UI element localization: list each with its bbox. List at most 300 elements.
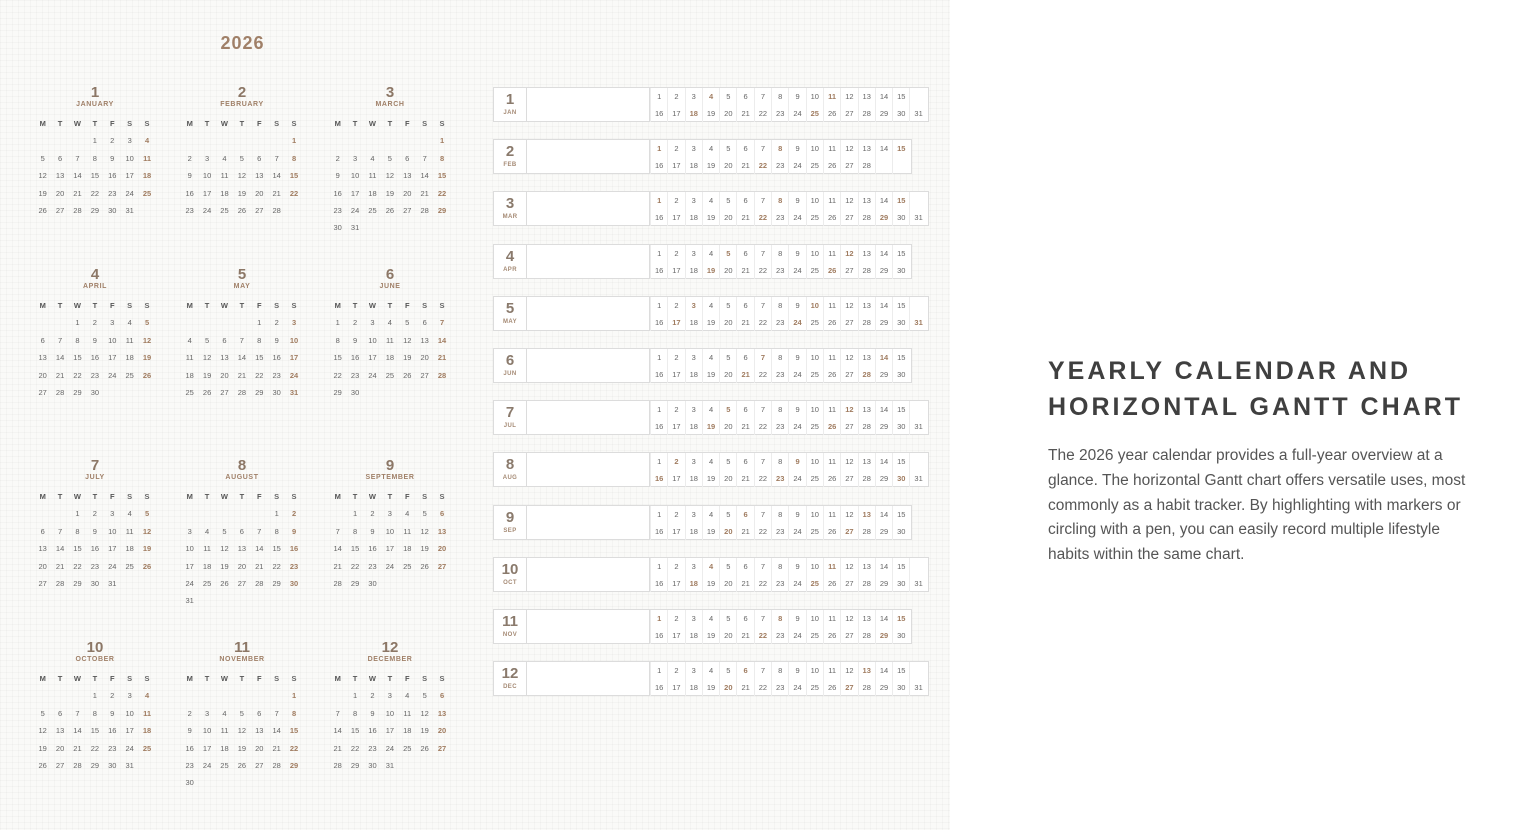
gantt-day-cell[interactable]: 24 xyxy=(788,627,805,644)
gantt-day-cell[interactable]: 6 xyxy=(736,88,753,105)
gantt-day-cell[interactable]: 5 xyxy=(719,662,736,679)
gantt-day-cell[interactable]: 24 xyxy=(788,105,805,122)
gantt-day-cell[interactable]: 22 xyxy=(754,105,771,122)
gantt-day-cell[interactable]: 9 xyxy=(788,506,805,523)
gantt-day-cell[interactable]: 2 xyxy=(667,192,684,209)
gantt-day-cell[interactable]: 25 xyxy=(806,209,823,226)
gantt-day-cell[interactable]: 2 xyxy=(667,453,684,470)
gantt-day-cell[interactable]: 25 xyxy=(806,575,823,592)
gantt-day-cell[interactable]: 11 xyxy=(823,662,840,679)
gantt-day-cell[interactable]: 12 xyxy=(840,349,857,366)
gantt-day-cell[interactable]: 4 xyxy=(702,662,719,679)
gantt-habit-name-field[interactable] xyxy=(527,452,650,487)
gantt-day-cell[interactable]: 3 xyxy=(685,349,702,366)
gantt-day-cell[interactable]: 11 xyxy=(823,401,840,418)
gantt-day-cell[interactable]: 29 xyxy=(875,523,892,540)
gantt-day-cell[interactable]: 13 xyxy=(858,88,875,105)
gantt-day-cell[interactable]: 27 xyxy=(840,470,857,487)
gantt-day-cell[interactable]: 30 xyxy=(892,105,909,122)
gantt-day-cell[interactable]: 13 xyxy=(858,192,875,209)
gantt-day-cell[interactable]: 14 xyxy=(875,349,892,366)
gantt-day-cell[interactable]: 22 xyxy=(754,627,771,644)
gantt-day-cell[interactable]: 29 xyxy=(875,262,892,279)
gantt-day-cell[interactable]: 13 xyxy=(858,245,875,262)
gantt-day-cell[interactable]: 23 xyxy=(771,627,788,644)
gantt-day-cell[interactable]: 10 xyxy=(806,610,823,627)
gantt-day-cell[interactable]: 22 xyxy=(754,523,771,540)
gantt-day-cell[interactable]: 9 xyxy=(788,453,805,470)
gantt-day-cell[interactable]: 26 xyxy=(823,314,840,331)
gantt-day-cell[interactable]: 30 xyxy=(892,470,909,487)
gantt-day-cell[interactable]: 15 xyxy=(892,192,909,209)
gantt-day-cell[interactable]: 29 xyxy=(875,679,892,696)
gantt-day-cell[interactable]: 3 xyxy=(685,453,702,470)
gantt-day-cell[interactable]: 12 xyxy=(840,140,857,157)
gantt-day-cell[interactable]: 28 xyxy=(858,157,875,174)
gantt-day-cell[interactable]: 24 xyxy=(788,418,805,435)
gantt-day-cell[interactable]: 20 xyxy=(719,575,736,592)
gantt-day-cell[interactable]: 9 xyxy=(788,192,805,209)
gantt-day-cell[interactable]: 22 xyxy=(754,262,771,279)
gantt-day-cell[interactable]: 19 xyxy=(702,157,719,174)
gantt-day-cell[interactable]: 12 xyxy=(840,506,857,523)
gantt-day-cell[interactable]: 22 xyxy=(754,209,771,226)
gantt-day-cell[interactable]: 7 xyxy=(754,140,771,157)
gantt-day-cell[interactable]: 24 xyxy=(788,470,805,487)
gantt-day-cell[interactable]: 4 xyxy=(702,506,719,523)
gantt-day-cell[interactable]: 23 xyxy=(771,314,788,331)
gantt-day-cell[interactable]: 27 xyxy=(840,105,857,122)
gantt-day-cell[interactable]: 5 xyxy=(719,349,736,366)
gantt-day-cell[interactable]: 31 xyxy=(909,314,926,331)
gantt-day-cell[interactable]: 18 xyxy=(685,575,702,592)
gantt-day-cell[interactable]: 30 xyxy=(892,627,909,644)
gantt-day-cell[interactable]: 14 xyxy=(875,88,892,105)
gantt-day-cell[interactable]: 23 xyxy=(771,366,788,383)
gantt-day-cell[interactable]: 7 xyxy=(754,401,771,418)
gantt-day-cell[interactable]: 31 xyxy=(909,679,926,696)
gantt-day-cell[interactable]: 5 xyxy=(719,192,736,209)
gantt-day-cell[interactable]: 26 xyxy=(823,105,840,122)
gantt-day-cell[interactable]: 25 xyxy=(806,366,823,383)
gantt-day-cell[interactable]: 6 xyxy=(736,453,753,470)
gantt-day-cell[interactable]: 5 xyxy=(719,610,736,627)
gantt-day-cell[interactable]: 20 xyxy=(719,523,736,540)
gantt-day-cell[interactable]: 8 xyxy=(771,662,788,679)
gantt-day-cell[interactable]: 11 xyxy=(823,192,840,209)
gantt-day-cell[interactable]: 26 xyxy=(823,157,840,174)
gantt-day-cell[interactable]: 18 xyxy=(685,105,702,122)
gantt-day-cell[interactable]: 20 xyxy=(719,679,736,696)
gantt-day-cell[interactable]: 11 xyxy=(823,88,840,105)
gantt-day-cell[interactable]: 29 xyxy=(875,105,892,122)
gantt-day-cell[interactable]: 14 xyxy=(875,401,892,418)
gantt-day-cell[interactable]: 17 xyxy=(667,470,684,487)
gantt-day-cell[interactable]: 3 xyxy=(685,662,702,679)
gantt-day-cell[interactable]: 1 xyxy=(650,558,667,575)
gantt-day-cell[interactable]: 9 xyxy=(788,662,805,679)
gantt-day-cell[interactable]: 16 xyxy=(650,470,667,487)
gantt-day-cell[interactable]: 17 xyxy=(667,523,684,540)
gantt-day-cell[interactable]: 6 xyxy=(736,192,753,209)
gantt-habit-name-field[interactable] xyxy=(527,139,650,174)
gantt-day-cell[interactable]: 12 xyxy=(840,401,857,418)
gantt-day-cell[interactable]: 1 xyxy=(650,662,667,679)
gantt-day-cell[interactable]: 3 xyxy=(685,192,702,209)
gantt-day-cell[interactable]: 25 xyxy=(806,157,823,174)
gantt-day-cell[interactable]: 4 xyxy=(702,558,719,575)
gantt-day-cell[interactable]: 19 xyxy=(702,523,719,540)
gantt-day-cell[interactable]: 12 xyxy=(840,662,857,679)
gantt-day-cell[interactable]: 6 xyxy=(736,297,753,314)
gantt-day-cell[interactable]: 7 xyxy=(754,558,771,575)
gantt-day-cell[interactable]: 27 xyxy=(840,314,857,331)
gantt-day-cell[interactable]: 26 xyxy=(823,575,840,592)
gantt-day-cell[interactable]: 19 xyxy=(702,366,719,383)
gantt-day-cell[interactable]: 20 xyxy=(719,627,736,644)
gantt-day-cell[interactable]: 20 xyxy=(719,262,736,279)
gantt-day-cell[interactable]: 8 xyxy=(771,610,788,627)
gantt-day-cell[interactable]: 26 xyxy=(823,470,840,487)
gantt-day-cell[interactable]: 24 xyxy=(788,575,805,592)
gantt-day-cell[interactable]: 17 xyxy=(667,105,684,122)
gantt-habit-name-field[interactable] xyxy=(527,609,650,644)
gantt-day-cell[interactable]: 23 xyxy=(771,209,788,226)
gantt-day-cell[interactable]: 21 xyxy=(736,627,753,644)
gantt-day-cell[interactable]: 8 xyxy=(771,140,788,157)
gantt-day-cell[interactable]: 16 xyxy=(650,679,667,696)
gantt-day-cell[interactable]: 13 xyxy=(858,610,875,627)
gantt-day-cell[interactable]: 29 xyxy=(875,627,892,644)
gantt-day-cell[interactable]: 27 xyxy=(840,262,857,279)
gantt-day-cell[interactable]: 16 xyxy=(650,627,667,644)
gantt-day-cell[interactable]: 10 xyxy=(806,245,823,262)
gantt-day-cell[interactable]: 31 xyxy=(909,105,926,122)
gantt-day-cell[interactable]: 8 xyxy=(771,453,788,470)
gantt-day-cell[interactable]: 26 xyxy=(823,262,840,279)
gantt-day-cell[interactable]: 15 xyxy=(892,662,909,679)
gantt-day-cell[interactable]: 12 xyxy=(840,192,857,209)
gantt-day-cell[interactable]: 24 xyxy=(788,157,805,174)
gantt-day-cell[interactable]: 24 xyxy=(788,262,805,279)
gantt-day-cell[interactable]: 19 xyxy=(702,314,719,331)
gantt-day-cell[interactable]: 4 xyxy=(702,349,719,366)
gantt-day-cell[interactable]: 20 xyxy=(719,470,736,487)
gantt-day-cell[interactable]: 20 xyxy=(719,366,736,383)
gantt-day-cell[interactable]: 27 xyxy=(840,209,857,226)
gantt-day-cell[interactable]: 5 xyxy=(719,453,736,470)
gantt-day-cell[interactable]: 5 xyxy=(719,140,736,157)
gantt-day-cell[interactable]: 8 xyxy=(771,506,788,523)
gantt-day-cell[interactable]: 21 xyxy=(736,679,753,696)
gantt-day-cell[interactable]: 16 xyxy=(650,314,667,331)
gantt-day-cell[interactable]: 17 xyxy=(667,366,684,383)
gantt-day-cell[interactable]: 1 xyxy=(650,140,667,157)
gantt-day-cell[interactable]: 11 xyxy=(823,558,840,575)
gantt-day-cell[interactable]: 4 xyxy=(702,401,719,418)
gantt-day-cell[interactable]: 2 xyxy=(667,349,684,366)
gantt-day-cell[interactable]: 3 xyxy=(685,506,702,523)
gantt-day-cell[interactable]: 22 xyxy=(754,575,771,592)
gantt-day-cell[interactable]: 26 xyxy=(823,418,840,435)
gantt-day-cell[interactable]: 6 xyxy=(736,662,753,679)
gantt-day-cell[interactable]: 11 xyxy=(823,297,840,314)
gantt-day-cell[interactable]: 14 xyxy=(875,662,892,679)
gantt-day-cell[interactable]: 2 xyxy=(667,297,684,314)
gantt-day-cell[interactable]: 8 xyxy=(771,245,788,262)
gantt-day-cell[interactable]: 18 xyxy=(685,523,702,540)
gantt-day-cell[interactable]: 15 xyxy=(892,88,909,105)
gantt-day-cell[interactable]: 14 xyxy=(875,610,892,627)
gantt-day-cell[interactable]: 11 xyxy=(823,349,840,366)
gantt-day-cell[interactable]: 6 xyxy=(736,401,753,418)
gantt-day-cell[interactable]: 15 xyxy=(892,401,909,418)
gantt-day-cell[interactable]: 15 xyxy=(892,349,909,366)
gantt-day-cell[interactable]: 11 xyxy=(823,610,840,627)
gantt-day-cell[interactable]: 17 xyxy=(667,209,684,226)
gantt-day-cell[interactable]: 9 xyxy=(788,558,805,575)
gantt-day-cell[interactable]: 14 xyxy=(875,453,892,470)
gantt-day-cell[interactable]: 9 xyxy=(788,610,805,627)
gantt-day-cell[interactable]: 22 xyxy=(754,366,771,383)
gantt-day-cell[interactable]: 25 xyxy=(806,627,823,644)
gantt-day-cell[interactable]: 30 xyxy=(892,314,909,331)
gantt-day-cell[interactable]: 2 xyxy=(667,88,684,105)
gantt-day-cell[interactable]: 21 xyxy=(736,157,753,174)
gantt-day-cell[interactable]: 26 xyxy=(823,209,840,226)
gantt-day-cell[interactable]: 18 xyxy=(685,262,702,279)
gantt-day-cell[interactable]: 28 xyxy=(858,627,875,644)
gantt-day-cell[interactable]: 19 xyxy=(702,575,719,592)
gantt-day-cell[interactable]: 14 xyxy=(875,558,892,575)
gantt-day-cell[interactable]: 7 xyxy=(754,349,771,366)
gantt-day-cell[interactable]: 8 xyxy=(771,297,788,314)
gantt-day-cell[interactable]: 24 xyxy=(788,209,805,226)
gantt-day-cell[interactable]: 21 xyxy=(736,523,753,540)
gantt-day-cell[interactable]: 10 xyxy=(806,297,823,314)
gantt-day-cell[interactable]: 11 xyxy=(823,245,840,262)
gantt-day-cell[interactable]: 1 xyxy=(650,192,667,209)
gantt-day-cell[interactable]: 18 xyxy=(685,209,702,226)
gantt-day-cell[interactable]: 23 xyxy=(771,523,788,540)
gantt-day-cell[interactable]: 5 xyxy=(719,88,736,105)
gantt-day-cell[interactable]: 12 xyxy=(840,88,857,105)
gantt-day-cell[interactable]: 22 xyxy=(754,314,771,331)
gantt-day-cell[interactable]: 18 xyxy=(685,470,702,487)
gantt-day-cell[interactable]: 7 xyxy=(754,88,771,105)
gantt-day-cell[interactable]: 18 xyxy=(685,314,702,331)
gantt-day-cell[interactable]: 14 xyxy=(875,140,892,157)
gantt-day-cell[interactable]: 7 xyxy=(754,453,771,470)
gantt-day-cell[interactable]: 21 xyxy=(736,418,753,435)
gantt-day-cell[interactable]: 24 xyxy=(788,679,805,696)
gantt-day-cell[interactable]: 1 xyxy=(650,506,667,523)
gantt-day-cell[interactable]: 21 xyxy=(736,366,753,383)
gantt-day-cell[interactable]: 27 xyxy=(840,679,857,696)
gantt-day-cell[interactable]: 2 xyxy=(667,662,684,679)
gantt-day-cell[interactable]: 29 xyxy=(875,418,892,435)
gantt-day-cell[interactable]: 13 xyxy=(858,453,875,470)
gantt-day-cell[interactable]: 15 xyxy=(892,610,909,627)
gantt-day-cell[interactable]: 1 xyxy=(650,349,667,366)
gantt-day-cell[interactable]: 23 xyxy=(771,470,788,487)
gantt-day-cell[interactable]: 15 xyxy=(892,453,909,470)
gantt-day-cell[interactable]: 18 xyxy=(685,418,702,435)
gantt-day-cell[interactable]: 5 xyxy=(719,245,736,262)
gantt-day-cell[interactable]: 6 xyxy=(736,140,753,157)
gantt-day-cell[interactable]: 1 xyxy=(650,88,667,105)
gantt-day-cell[interactable]: 28 xyxy=(858,679,875,696)
gantt-day-cell[interactable]: 9 xyxy=(788,245,805,262)
gantt-day-cell[interactable]: 17 xyxy=(667,418,684,435)
gantt-day-cell[interactable]: 17 xyxy=(667,627,684,644)
gantt-day-cell[interactable]: 5 xyxy=(719,558,736,575)
gantt-day-cell[interactable]: 21 xyxy=(736,575,753,592)
gantt-day-cell[interactable]: 26 xyxy=(823,627,840,644)
gantt-day-cell[interactable]: 15 xyxy=(892,558,909,575)
gantt-day-cell[interactable]: 3 xyxy=(685,558,702,575)
gantt-day-cell[interactable]: 6 xyxy=(736,245,753,262)
gantt-day-cell[interactable]: 3 xyxy=(685,610,702,627)
gantt-day-cell[interactable]: 27 xyxy=(840,157,857,174)
gantt-day-cell[interactable]: 8 xyxy=(771,192,788,209)
gantt-day-cell[interactable]: 2 xyxy=(667,401,684,418)
gantt-day-cell[interactable]: 28 xyxy=(858,209,875,226)
gantt-day-cell[interactable]: 25 xyxy=(806,314,823,331)
gantt-day-cell[interactable]: 29 xyxy=(875,314,892,331)
gantt-day-cell[interactable]: 25 xyxy=(806,523,823,540)
gantt-day-cell[interactable]: 20 xyxy=(719,418,736,435)
gantt-day-cell[interactable]: 9 xyxy=(788,88,805,105)
gantt-day-cell[interactable]: 5 xyxy=(719,297,736,314)
gantt-day-cell[interactable]: 10 xyxy=(806,140,823,157)
gantt-habit-name-field[interactable] xyxy=(527,191,650,226)
gantt-day-cell[interactable]: 4 xyxy=(702,297,719,314)
gantt-day-cell[interactable]: 10 xyxy=(806,453,823,470)
gantt-day-cell[interactable]: 12 xyxy=(840,245,857,262)
gantt-day-cell[interactable]: 19 xyxy=(702,262,719,279)
gantt-day-cell[interactable]: 19 xyxy=(702,418,719,435)
gantt-day-cell[interactable]: 2 xyxy=(667,245,684,262)
gantt-day-cell[interactable]: 10 xyxy=(806,401,823,418)
gantt-day-cell[interactable]: 9 xyxy=(788,349,805,366)
gantt-day-cell[interactable]: 9 xyxy=(788,297,805,314)
gantt-day-cell[interactable]: 19 xyxy=(702,470,719,487)
gantt-day-cell[interactable]: 31 xyxy=(909,418,926,435)
gantt-day-cell[interactable]: 30 xyxy=(892,262,909,279)
gantt-day-cell[interactable]: 9 xyxy=(788,140,805,157)
gantt-day-cell[interactable]: 6 xyxy=(736,506,753,523)
gantt-day-cell[interactable]: 17 xyxy=(667,679,684,696)
gantt-day-cell[interactable]: 16 xyxy=(650,418,667,435)
gantt-day-cell[interactable]: 4 xyxy=(702,192,719,209)
gantt-day-cell[interactable]: 6 xyxy=(736,610,753,627)
gantt-day-cell[interactable]: 22 xyxy=(754,418,771,435)
gantt-day-cell[interactable]: 11 xyxy=(823,140,840,157)
gantt-day-cell[interactable]: 8 xyxy=(771,558,788,575)
gantt-day-cell[interactable]: 28 xyxy=(858,314,875,331)
gantt-day-cell[interactable]: 22 xyxy=(754,679,771,696)
gantt-day-cell[interactable]: 17 xyxy=(667,575,684,592)
gantt-day-cell[interactable]: 24 xyxy=(788,523,805,540)
gantt-day-cell[interactable]: 16 xyxy=(650,366,667,383)
gantt-habit-name-field[interactable] xyxy=(527,505,650,540)
gantt-habit-name-field[interactable] xyxy=(527,348,650,383)
gantt-day-cell[interactable]: 31 xyxy=(909,575,926,592)
gantt-day-cell[interactable]: 25 xyxy=(806,262,823,279)
gantt-day-cell[interactable]: 13 xyxy=(858,506,875,523)
gantt-day-cell[interactable]: 4 xyxy=(702,610,719,627)
gantt-day-cell[interactable]: 15 xyxy=(892,140,909,157)
gantt-day-cell[interactable]: 16 xyxy=(650,209,667,226)
gantt-day-cell[interactable]: 30 xyxy=(892,209,909,226)
gantt-day-cell[interactable]: 23 xyxy=(771,418,788,435)
gantt-day-cell[interactable]: 15 xyxy=(892,506,909,523)
gantt-day-cell[interactable]: 17 xyxy=(667,314,684,331)
gantt-day-cell[interactable]: 27 xyxy=(840,523,857,540)
gantt-habit-name-field[interactable] xyxy=(527,87,650,122)
gantt-day-cell[interactable]: 20 xyxy=(719,209,736,226)
gantt-day-cell[interactable]: 5 xyxy=(719,401,736,418)
gantt-day-cell[interactable]: 4 xyxy=(702,245,719,262)
gantt-day-cell[interactable]: 26 xyxy=(823,366,840,383)
gantt-day-cell[interactable]: 28 xyxy=(858,575,875,592)
gantt-day-cell[interactable]: 17 xyxy=(667,157,684,174)
gantt-day-cell[interactable]: 30 xyxy=(892,366,909,383)
gantt-day-cell[interactable]: 24 xyxy=(788,366,805,383)
gantt-day-cell[interactable]: 7 xyxy=(754,297,771,314)
gantt-day-cell[interactable]: 1 xyxy=(650,245,667,262)
gantt-day-cell[interactable]: 12 xyxy=(840,558,857,575)
gantt-day-cell[interactable]: 12 xyxy=(840,453,857,470)
gantt-day-cell[interactable]: 10 xyxy=(806,558,823,575)
gantt-day-cell[interactable]: 7 xyxy=(754,610,771,627)
gantt-day-cell[interactable]: 1 xyxy=(650,401,667,418)
gantt-day-cell[interactable]: 29 xyxy=(875,366,892,383)
gantt-day-cell[interactable]: 12 xyxy=(840,297,857,314)
gantt-day-cell[interactable]: 19 xyxy=(702,209,719,226)
gantt-day-cell[interactable]: 23 xyxy=(771,262,788,279)
gantt-day-cell[interactable]: 13 xyxy=(858,140,875,157)
gantt-day-cell[interactable]: 10 xyxy=(806,662,823,679)
gantt-day-cell[interactable]: 25 xyxy=(806,679,823,696)
gantt-day-cell[interactable]: 18 xyxy=(685,679,702,696)
gantt-day-cell[interactable]: 28 xyxy=(858,366,875,383)
gantt-day-cell[interactable]: 7 xyxy=(754,662,771,679)
gantt-day-cell[interactable]: 10 xyxy=(806,192,823,209)
gantt-day-cell[interactable]: 3 xyxy=(685,245,702,262)
gantt-day-cell[interactable]: 10 xyxy=(806,506,823,523)
gantt-day-cell[interactable]: 19 xyxy=(702,627,719,644)
gantt-day-cell[interactable]: 24 xyxy=(788,314,805,331)
gantt-day-cell[interactable]: 26 xyxy=(823,523,840,540)
gantt-day-cell[interactable]: 28 xyxy=(858,523,875,540)
gantt-day-cell[interactable]: 1 xyxy=(650,610,667,627)
gantt-day-cell[interactable]: 18 xyxy=(685,366,702,383)
gantt-day-cell[interactable]: 5 xyxy=(719,506,736,523)
gantt-day-cell[interactable]: 21 xyxy=(736,262,753,279)
gantt-day-cell[interactable]: 2 xyxy=(667,610,684,627)
gantt-day-cell[interactable]: 13 xyxy=(858,662,875,679)
gantt-day-cell[interactable]: 29 xyxy=(875,575,892,592)
gantt-day-cell[interactable]: 14 xyxy=(875,192,892,209)
gantt-day-cell[interactable]: 25 xyxy=(806,105,823,122)
gantt-day-cell[interactable]: 30 xyxy=(892,523,909,540)
gantt-day-cell[interactable]: 4 xyxy=(702,453,719,470)
gantt-day-cell[interactable]: 30 xyxy=(892,679,909,696)
gantt-day-cell[interactable]: 10 xyxy=(806,88,823,105)
gantt-day-cell[interactable]: 28 xyxy=(858,105,875,122)
